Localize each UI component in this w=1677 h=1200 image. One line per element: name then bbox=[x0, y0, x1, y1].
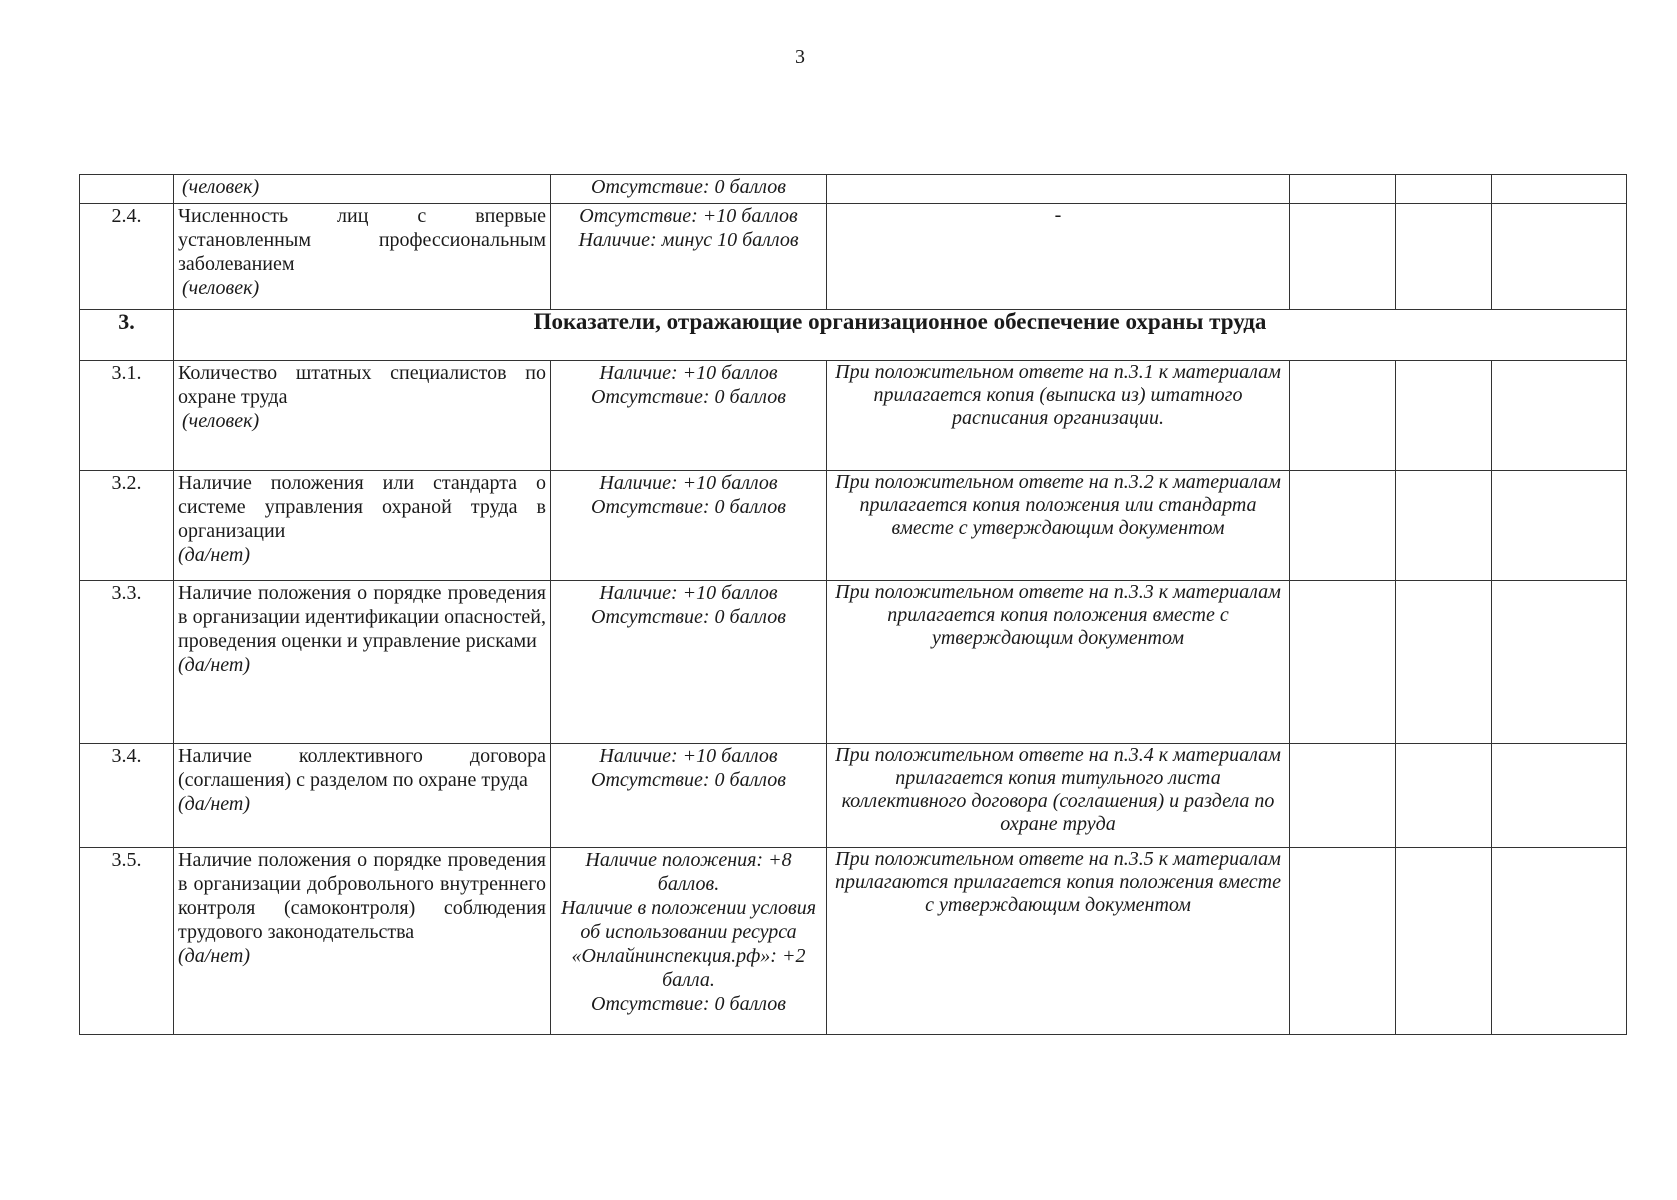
empty-cell bbox=[1396, 361, 1492, 471]
section-header-row bbox=[80, 310, 1627, 361]
note-cell: - bbox=[827, 204, 1290, 310]
table-row bbox=[80, 175, 1627, 204]
indicator-name: Численность лиц с впервые установленным профессиональным заболеванием bbox=[178, 205, 546, 275]
table-row bbox=[80, 204, 1627, 310]
criteria-table bbox=[79, 174, 1627, 1035]
empty-cell bbox=[1492, 848, 1627, 1035]
empty-cell bbox=[1290, 361, 1396, 471]
table-row bbox=[80, 361, 1627, 471]
empty-cell bbox=[1396, 744, 1492, 848]
empty-cell bbox=[1290, 744, 1396, 848]
score-cell bbox=[551, 361, 827, 471]
table-row bbox=[80, 848, 1627, 1035]
unit-label: (да/нет) bbox=[178, 654, 250, 676]
indicator-cell bbox=[174, 204, 551, 310]
score-line: Наличие в положении условия об использовании ресурса «Онлайнинспекция.рф»: +2 балла. bbox=[560, 897, 817, 991]
score-line: Наличие: минус 10 баллов bbox=[578, 229, 799, 251]
empty-cell bbox=[1492, 471, 1627, 581]
table-row bbox=[80, 471, 1627, 581]
section-title: Показатели, отражающие организационное обеспечение охраны труда bbox=[174, 310, 1627, 361]
empty-cell bbox=[1492, 361, 1627, 471]
note-cell bbox=[827, 175, 1290, 204]
empty-cell bbox=[1396, 581, 1492, 744]
score-cell bbox=[551, 471, 827, 581]
row-number-cell: 3.4. bbox=[80, 744, 174, 848]
table-row bbox=[80, 744, 1627, 848]
score-line: Отсутствие: 0 баллов bbox=[591, 496, 786, 518]
empty-cell bbox=[1492, 175, 1627, 204]
row-number-cell: 3.5. bbox=[80, 848, 174, 1035]
row-number-cell bbox=[80, 175, 174, 204]
empty-cell bbox=[1290, 581, 1396, 744]
row-number-cell: 3.2. bbox=[80, 471, 174, 581]
score-line: Наличие: +10 баллов bbox=[599, 472, 778, 494]
row-number-cell: 3.3. bbox=[80, 581, 174, 744]
empty-cell bbox=[1290, 204, 1396, 310]
table-row bbox=[80, 581, 1627, 744]
empty-cell bbox=[1396, 175, 1492, 204]
score-line: Отсутствие: 0 баллов bbox=[591, 993, 786, 1015]
unit-label: (да/нет) bbox=[178, 544, 250, 566]
note-cell: При положительном ответе на п.3.3 к материалам прилагается копия положения вместе с утверждающим документом bbox=[827, 581, 1290, 744]
empty-cell bbox=[1492, 744, 1627, 848]
score-line: Отсутствие: 0 баллов bbox=[591, 769, 786, 791]
empty-cell bbox=[1396, 471, 1492, 581]
indicator-cell bbox=[174, 581, 551, 744]
unit-label: (да/нет) bbox=[178, 793, 250, 815]
indicator-cell bbox=[174, 361, 551, 471]
score-cell bbox=[551, 848, 827, 1035]
unit-label: (человек) bbox=[182, 277, 260, 299]
indicator-cell bbox=[174, 471, 551, 581]
score-line: Отсутствие: 0 баллов bbox=[591, 176, 786, 198]
empty-cell bbox=[1396, 848, 1492, 1035]
empty-cell bbox=[1492, 581, 1627, 744]
empty-cell bbox=[1290, 175, 1396, 204]
score-line: Наличие: +10 баллов bbox=[599, 745, 778, 767]
score-line: Наличие положения: +8 баллов. bbox=[585, 849, 792, 895]
note-cell: При положительном ответе на п.3.4 к материалам прилагается копия титульного листа коллективного договора (соглашения) и раздела по охране труда bbox=[827, 744, 1290, 848]
note-cell: При положительном ответе на п.3.1 к материалам прилагается копия (выписка из) штатного расписания организации. bbox=[827, 361, 1290, 471]
indicator-name: Наличие положения о порядке проведения в организации идентификации опасностей, проведения оценки и управление рисками bbox=[178, 582, 546, 652]
score-line: Наличие: +10 баллов bbox=[599, 582, 778, 604]
score-line: Наличие: +10 баллов bbox=[599, 362, 778, 384]
indicator-cell bbox=[174, 744, 551, 848]
score-line: Отсутствие: 0 баллов bbox=[591, 386, 786, 408]
indicator-cell bbox=[174, 848, 551, 1035]
score-cell bbox=[551, 581, 827, 744]
page-number: 3 bbox=[795, 46, 805, 68]
score-line: Отсутствие: +10 баллов bbox=[579, 205, 798, 227]
row-number-cell: 2.4. bbox=[80, 204, 174, 310]
indicator-cell bbox=[174, 175, 551, 204]
indicator-name: Наличие положения или стандарта о системе управления охраной труда в организации bbox=[178, 472, 546, 542]
score-line: Отсутствие: 0 баллов bbox=[591, 606, 786, 628]
empty-cell bbox=[1492, 204, 1627, 310]
indicator-name: Наличие положения о порядке проведения в организации добровольного внутреннего контроля (самоконтроля) соблюдения трудового законодательства bbox=[178, 849, 546, 943]
note-cell: При положительном ответе на п.3.5 к материалам прилагаются прилагается копия положения вместе с утверждающим документом bbox=[827, 848, 1290, 1035]
section-number: 3. bbox=[80, 310, 174, 361]
row-number-cell: 3.1. bbox=[80, 361, 174, 471]
unit-label: (да/нет) bbox=[178, 945, 250, 967]
unit-label: (человек) bbox=[182, 176, 260, 198]
note-cell: При положительном ответе на п.3.2 к материалам прилагается копия положения или стандарта вместе с утверждающим документом bbox=[827, 471, 1290, 581]
indicator-name: Наличие коллективного договора (соглашения) с разделом по охране труда bbox=[178, 745, 546, 791]
indicator-name: Количество штатных специалистов по охране труда bbox=[178, 362, 546, 408]
unit-label: (человек) bbox=[182, 410, 260, 432]
score-cell bbox=[551, 204, 827, 310]
empty-cell bbox=[1396, 204, 1492, 310]
empty-cell bbox=[1290, 848, 1396, 1035]
empty-cell bbox=[1290, 471, 1396, 581]
score-cell bbox=[551, 744, 827, 848]
score-cell bbox=[551, 175, 827, 204]
